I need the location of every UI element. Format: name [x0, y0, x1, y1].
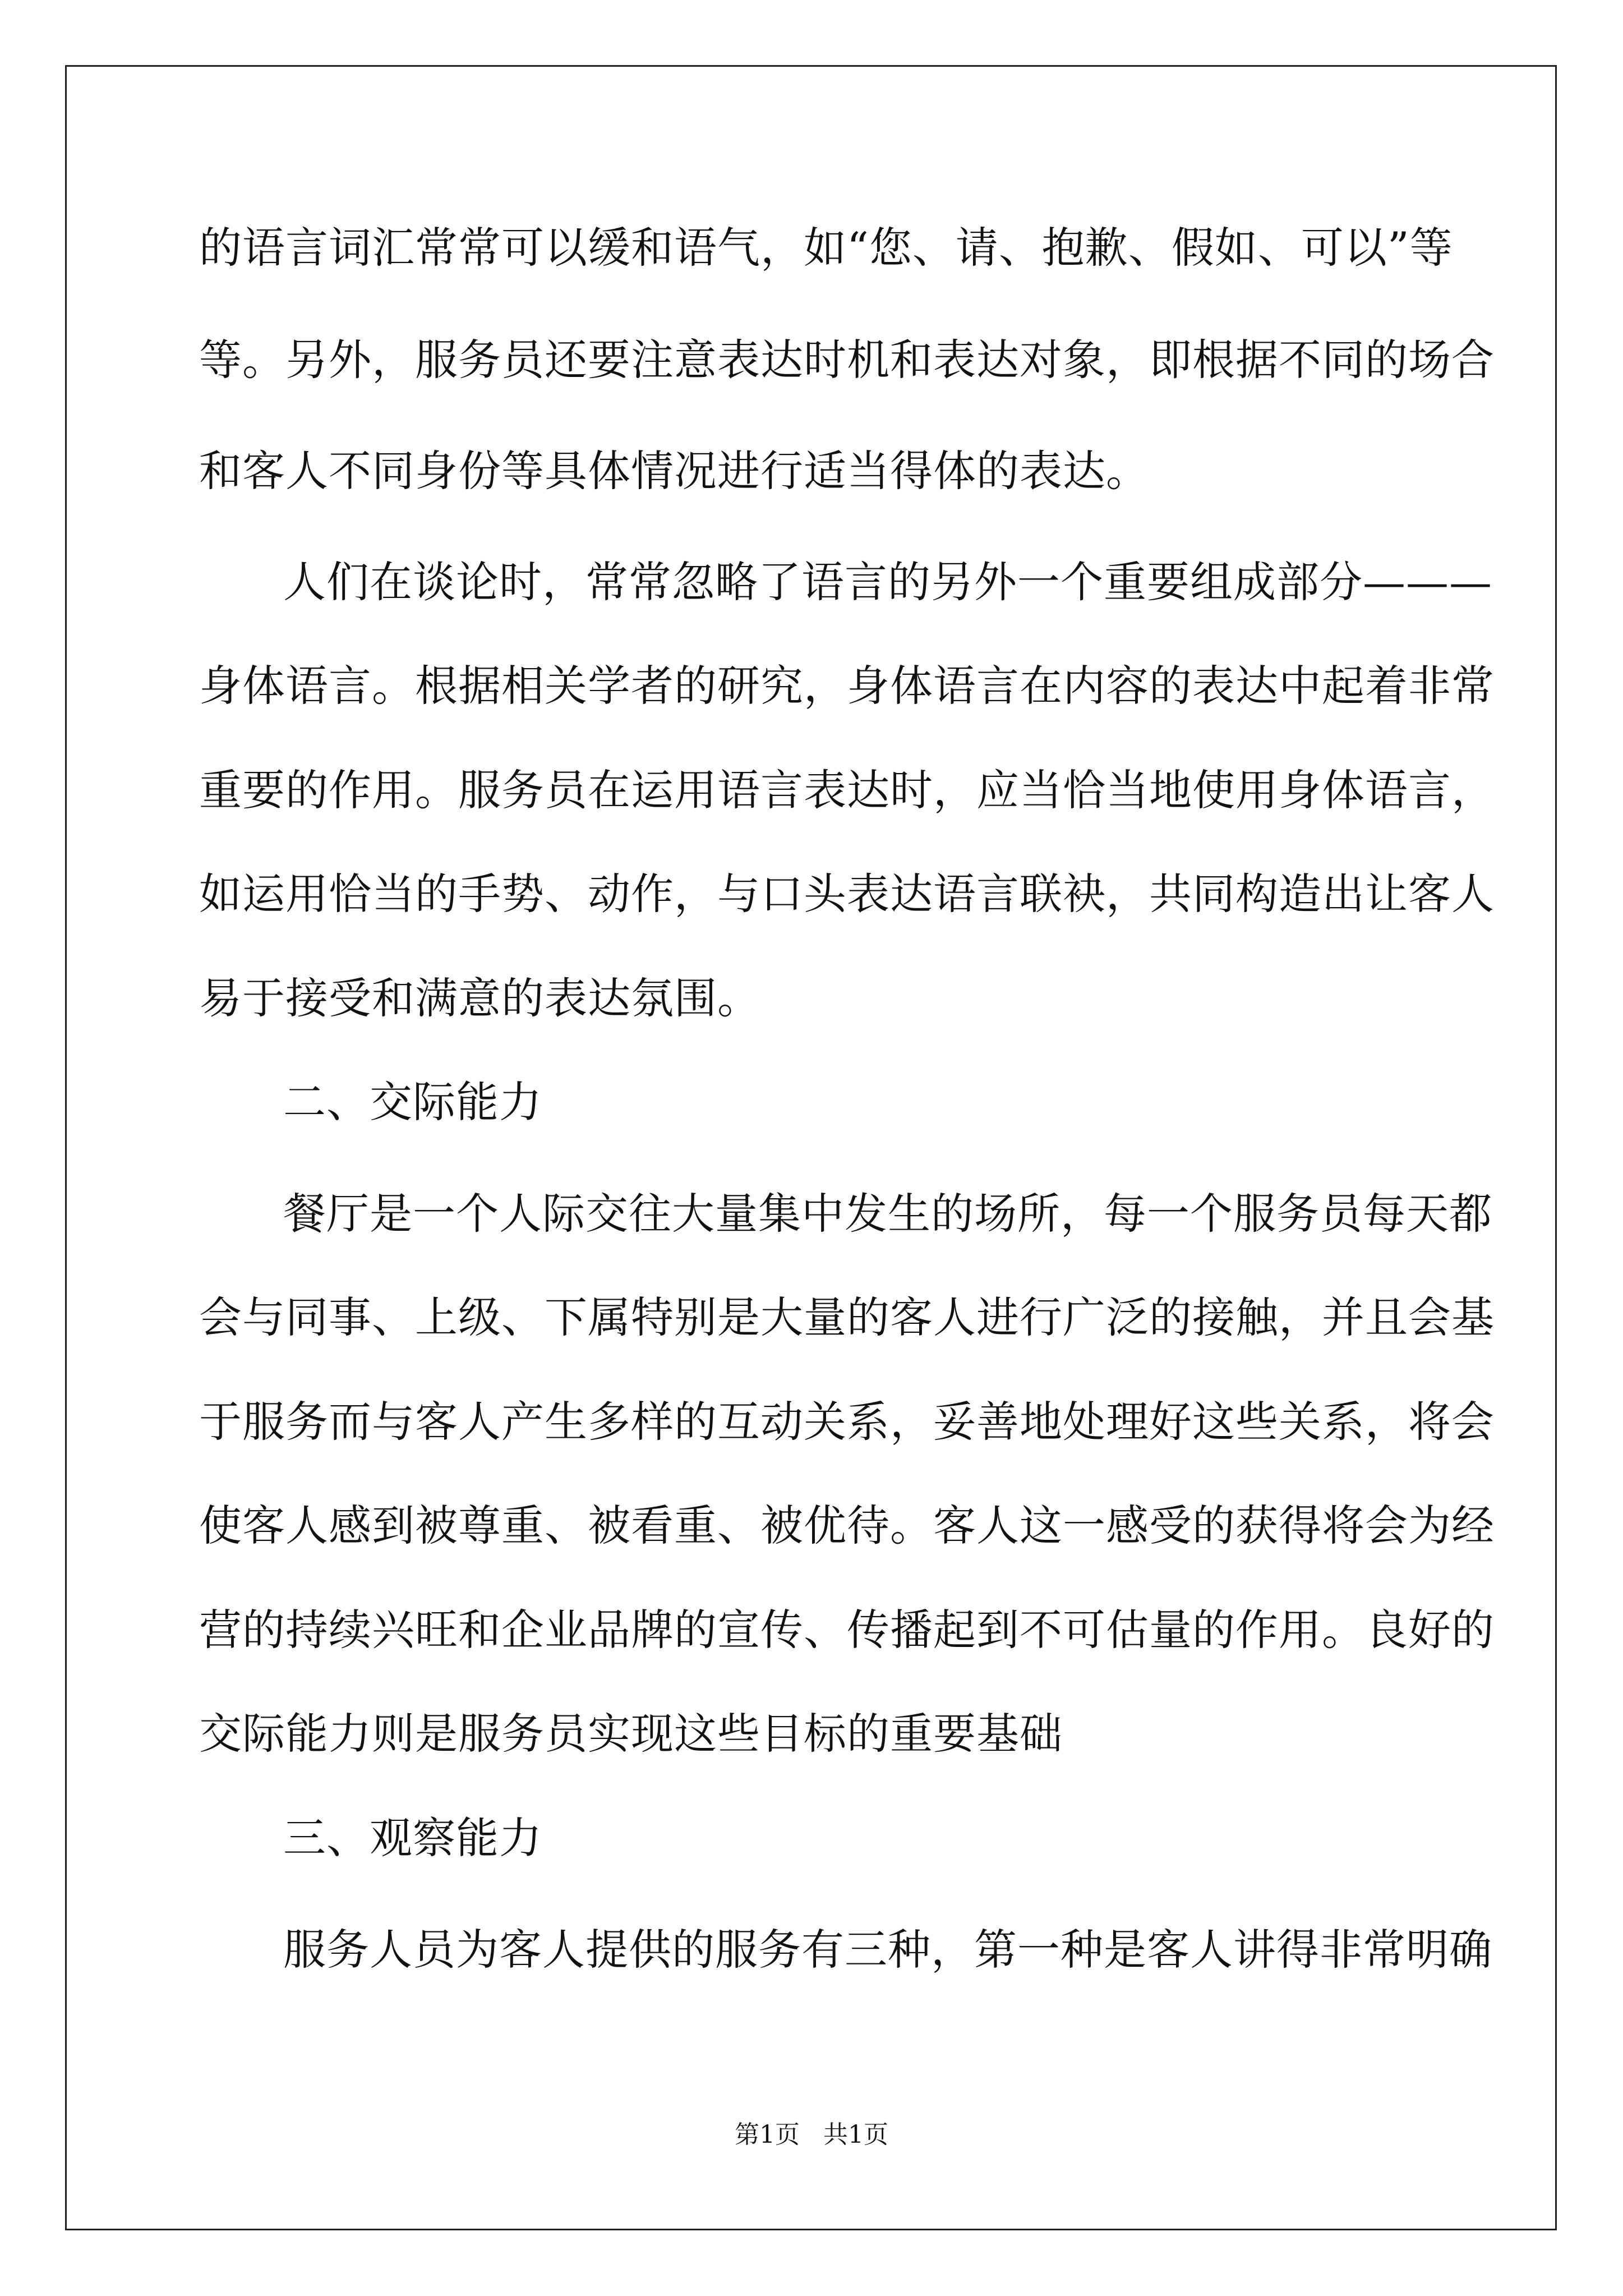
body-text-line: 会与同事、上级、下属特别是大量的客人进行广泛的接触，并且会基	[199, 1292, 1495, 1342]
body-text-line: 身体语言。根据相关学者的研究，身体语言在内容的表达中起着非常	[199, 661, 1495, 711]
body-text-line: 营的持续兴旺和企业品牌的宣传、传播起到不可估量的作用。良好的	[199, 1605, 1495, 1655]
body-text-line: 重要的作用。服务员在运用语言表达时，应当恰当地使用身体语言，	[199, 765, 1495, 815]
paragraph-first-line: 餐厅是一个人际交往大量集中发生的场所，每一个服务员每天都	[283, 1189, 1492, 1239]
paragraph-first-line: 服务人员为客人提供的服务有三种，第一种是客人讲得非常明确	[283, 1925, 1492, 1975]
body-text-line: 等。另外，服务员还要注意表达时机和表达对象，即根据不同的场合	[199, 335, 1495, 385]
body-text-line: 易于接受和满意的表达氛围。	[199, 973, 760, 1023]
body-text-line: 和客人不同身份等具体情况进行适当得体的表达。	[199, 446, 1149, 496]
body-text-line: 的语言词汇常常可以缓和语气，如“您、请、抱歉、假如、可以”等	[199, 223, 1453, 273]
paragraph-first-line: 人们在谈论时，常常忽略了语言的另外一个重要组成部分———	[283, 557, 1492, 607]
body-text-line: 于服务而与客人产生多样的互动关系，妥善地处理好这些关系，将会	[199, 1397, 1495, 1447]
page-border	[65, 65, 1557, 2230]
body-text-line: 交际能力则是服务员实现这些目标的重要基础	[199, 1709, 1063, 1759]
section-heading: 三、观察能力	[283, 1813, 542, 1863]
page-number-footer: 第1页 共1页	[735, 2120, 888, 2149]
section-heading: 二、交际能力	[283, 1077, 542, 1127]
body-text-line: 如运用恰当的手势、动作，与口头表达语言联袂，共同构造出让客人	[199, 869, 1495, 919]
body-text-line: 使客人感到被尊重、被看重、被优待。客人这一感受的获得将会为经	[199, 1501, 1495, 1550]
